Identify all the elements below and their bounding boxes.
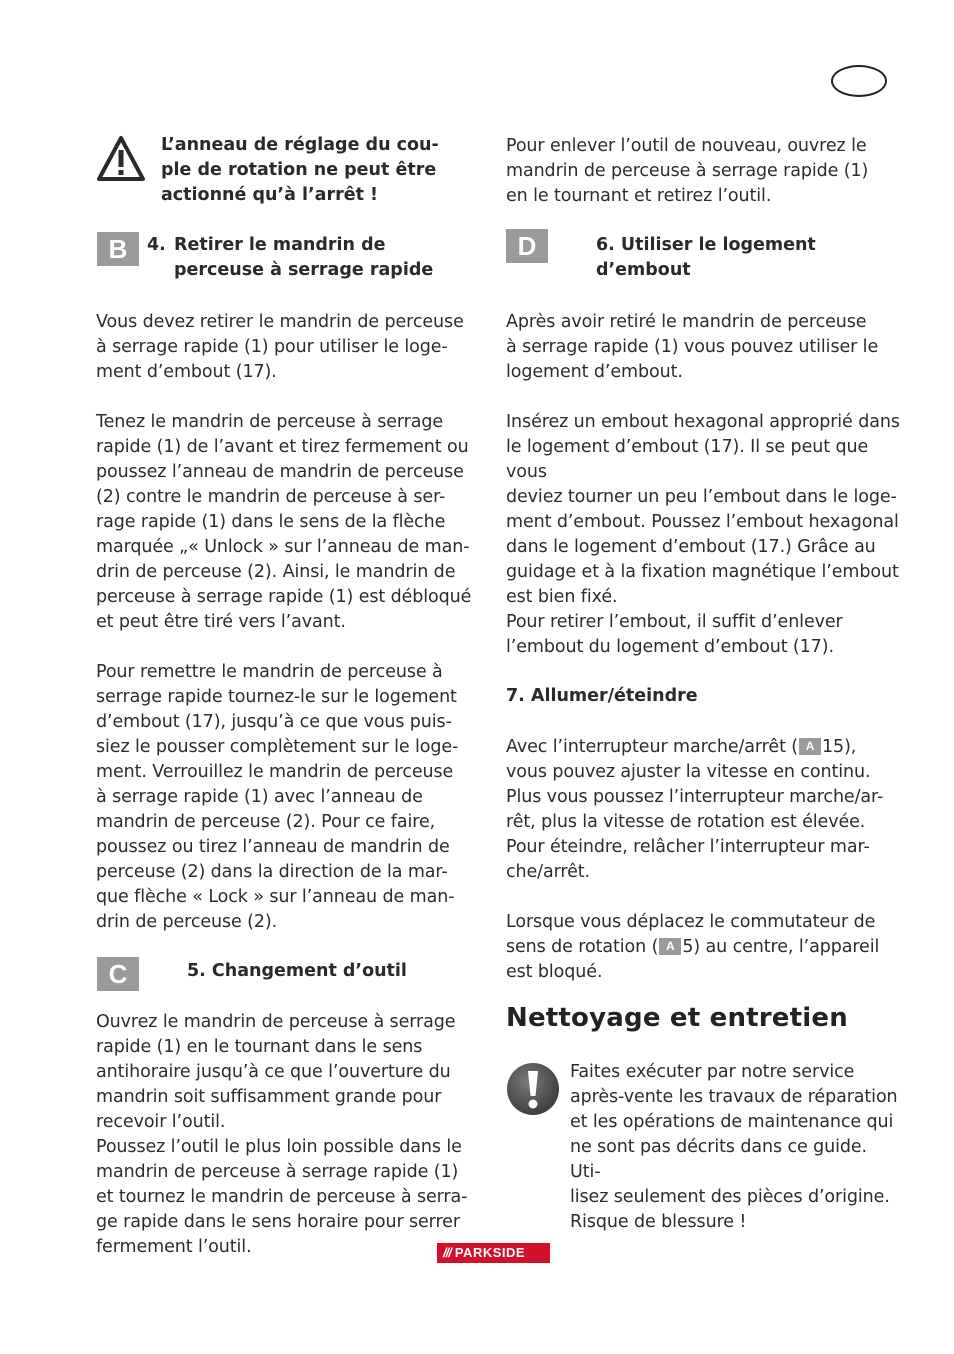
- paragraph-remove-bit: Pour retirer l’embout, il suffit d’enlever l’embout du logement d’embout (17).: [506, 612, 843, 657]
- section-heading-7: 7. Allumer/éteindre: [506, 686, 698, 706]
- figure-ref-badge-a: A: [799, 738, 821, 755]
- warning-text: L’anneau de réglage du cou- ple de rotation ne peut être actionné qu’à l’arrêt !: [161, 135, 439, 205]
- paragraph-remove-chuck-steps: Tenez le mandrin de perceuse à serrage rapide (1) de l’avant et tirez fermement ou poussez l’anneau de mandrin de perceuse (2) contre le mandrin de perceuse à ser- rage rapide (1) dans le sens de la flèche marquée „« Unlock » sur l’anneau de man- drin de perceuse (2). Ainsi, le mandrin de perceuse à serrage rapide (1) est débloqué et peut être tiré vers l’avant.: [96, 412, 472, 632]
- section-title-cleaning: Nettoyage et entretien: [506, 1003, 848, 1033]
- paragraph-reinstall-chuck: Pour remettre le mandrin de perceuse à serrage rapide tournez-le sur le logement d’embout (17), jusqu’à ce que vous puis- siez le pousser complètement sur le loge- ment. Verrouillez le mandrin de perceuse à serrage rapide (1) avec l’anneau de mandrin de perceuse (2). Pour ce faire, poussez ou tirez l’anneau de mandrin de perceuse (2) dans la direction de la mar- que flèche « Lock » sur l’anneau de man- drin de perceuse (2).: [96, 662, 459, 932]
- section-number-4: 4.: [147, 235, 166, 255]
- paragraph-switch: [506, 735, 896, 885]
- paragraph-bit-holder-intro: Après avoir retiré le mandrin de perceuse à serrage rapide (1) vous pouvez utiliser le logement d’embout.: [506, 312, 879, 382]
- paragraph-remove-chuck-intro: Vous devez retirer le mandrin de perceuse à serrage rapide (1) pour utiliser le loge- ment d’embout (17).: [96, 312, 464, 382]
- section-heading-4: Retirer le mandrin de perceuse à serrage rapide: [174, 235, 434, 280]
- paragraph-direction-text-before: Lorsque vous déplacez le commutateur de sens de rotation (: [506, 912, 876, 957]
- paragraph-cleaning-warning: Faites exécuter par notre service après-vente les travaux de réparation et les opérations de maintenance qui ne sont pas décrits dans ce guide. Uti- lisez seulement des pièces d’origine. Risque de blessure !: [570, 1062, 898, 1232]
- exclamation-circle-icon: [506, 1062, 560, 1116]
- brand-name: PARKSIDE: [454, 1245, 526, 1260]
- paragraph-insert-bit: Insérez un embout hexagonal approprié dans le logement d’embout (17). Il se peut que vous deviez tourner un peu l’embout dans le loge- ment d’embout. Poussez l’embout hexagonal dans le logement d’embout (17.) Grâce au guidage et à la fixation magnétique l’embout est bien fixé.: [506, 412, 900, 607]
- section-heading-6: 6. Utiliser le logement d’embout: [596, 235, 816, 280]
- paragraph-remove-tool: Pour enlever l’outil de nouveau, ouvrez le mandrin de perceuse à serrage rapide (1) en le tournant et retirez l’outil.: [506, 136, 869, 206]
- figure-ref-badge-a: A: [659, 938, 681, 955]
- parkside-logo: [437, 1243, 550, 1263]
- figure-badge-b: B: [97, 232, 139, 266]
- logo-stripes: ///: [443, 1245, 451, 1260]
- paragraph-tool-change: Ouvrez le mandrin de perceuse à serrage rapide (1) en le tournant dans le sens antihoraire jusqu’à ce que l’ouverture du mandrin soit suffisamment grande pour recevoir l’outil. Poussez l’outil le plus loin possible dans le mandrin de perceuse à serrage rapide (1) et tournez le mandrin de perceuse à serra- ge rapide dans le sens horaire pour serrer fermement l’outil.: [96, 1012, 468, 1257]
- figure-badge-c: C: [97, 957, 139, 991]
- figure-badge-d: D: [506, 229, 548, 263]
- language-marker-oval: [831, 65, 887, 97]
- paragraph-switch-text-before: Avec l’interrupteur marche/arrêt (: [506, 737, 799, 757]
- warning-triangle-icon: [96, 134, 146, 186]
- section-heading-5: 5. Changement d’outil: [187, 961, 407, 981]
- paragraph-switch-text-after: 15), vous pouvez ajuster la vitesse en continu. Plus vous poussez l’interrupteur marche/ar- rêt, plus la vitesse de rotation est élevée. Pour éteindre, relâcher l’interrupteur mar- che/arrêt.: [506, 737, 884, 882]
- paragraph-direction-text-after: 5) au centre, l’appareil est bloqué.: [506, 937, 880, 982]
- paragraph-direction-switch: [506, 910, 896, 985]
